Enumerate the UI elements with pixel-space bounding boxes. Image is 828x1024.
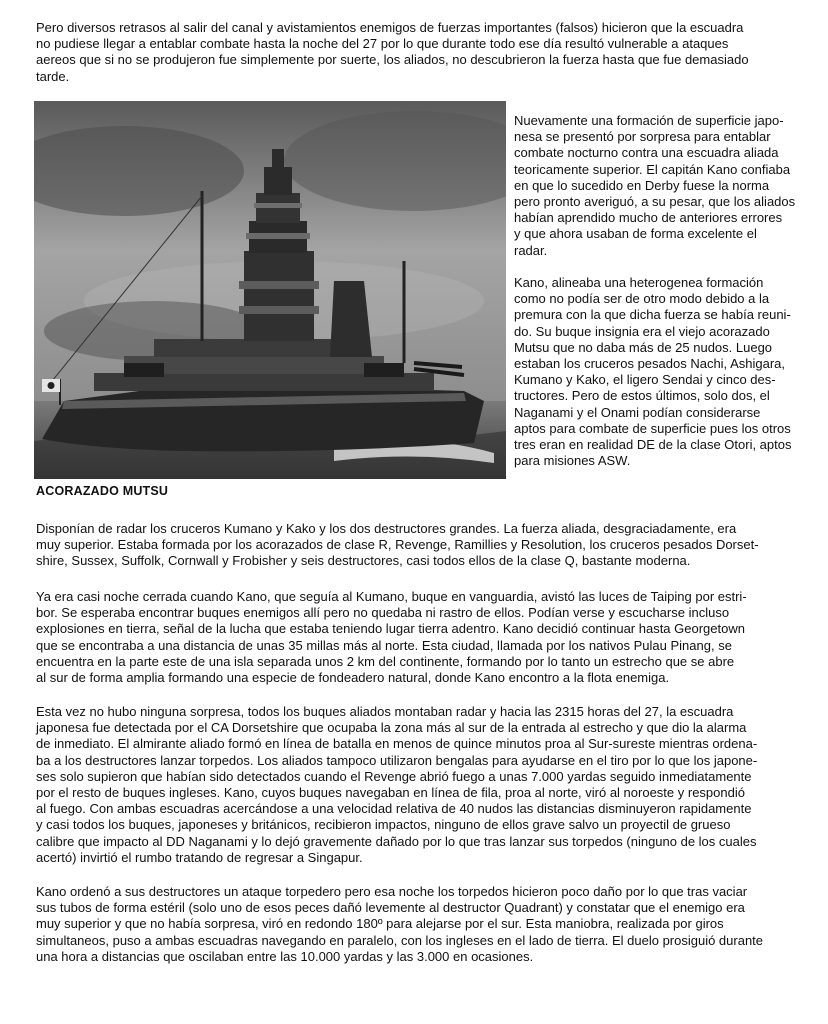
right-column-paragraph: Kano, alineaba una heterogenea formación como no podía ser de otro modo debido a la premura con la que dicha fuerza se había reuni- do. Su buque insignia era el viejo acorazado Mutsu que no daba más de 25 nudos. Luego estaban los cruceros pesados Nachi, Ashigara, Kumano y Kako, el ligero Sendai y cinco des- tructores. Pero de estos últimos, solo dos, el Naganami y el Onami podían considerarse aptos para combate de superficie pues los otros tres eran en realidad DE de la clase Otori, aptos para misiones ASW. (514, 275, 792, 469)
right-column-paragraph: Nuevamente una formación de superficie japo- nesa se presentó por sorpresa para entablar combate nocturno contra una escuadra aliada teoricamente superior. El capitán Kano confiaba en que lo sucedido en Derby fuese la norma pero pronto averiguó, a su pesar, que los aliados habían aprendido mucho de anteriores errores y que ahora usaban de forma excelente el radar. (514, 113, 796, 258)
body-paragraph: Esta vez no hubo ninguna sorpresa, todos los buques aliados montaban radar y hacia las 2315 horas del 27, la escuadra japonesa fue detectada por el CA Dorsetshire que ocupaba la zona más al sur de la entrada al estrecho y que dio la alarma de inmediato. El almirante aliado formó en línea de batalla en menos de quince minutos proa al Sur-sureste mientras ordena- ba a los destructores lanzar torpedos. Los aliados tampoco utilizaron bengalas para ayudarse en el tiro por lo que los japone- ses solo supieron que habían sido detectados cuando el Revenge abrió fuego a unas 7.000 yardas seguido inmediatamente por el resto de buques ingleses. Kano, cuyos buques navegaban en línea de fila, proa al norte, viró al noroeste y respondió al fuego. Con ambas escuadras acercándose a una velocidad relativa de 40 nudos las distancias disminuyeron rapidamente y casi todos los buques, japoneses y británicos, recibieron impactos, ninguno de ellos grave salvo un proyectil de grueso calibre que impacto al DD Naganami y lo dejó gravemente dañado por lo que tras lanzar sus torpedos (ninguno de los cuales acertó) invirtió el rumbo tratando de regresar a Singapur. (36, 704, 758, 865)
body-paragraph: Disponían de radar los cruceros Kumano y Kako y los dos destructores grandes. La fuerza aliada, desgraciadamente, era muy superior. Estaba formada por los acorazados de clase R, Revenge, Ramillies y Resolution, los cruceros pesados Dorset- shire, Sussex, Suffolk, Cornwall y Frobisher y seis destructores, casi todos ellos de la clase Q, bastante moderna. (36, 521, 759, 569)
battleship-photo-icon (34, 101, 506, 479)
photo-caption: ACORAZADO MUTSU (36, 484, 169, 498)
intro-paragraph: Pero diversos retrasos al salir del canal y avistamientos enemigos de fuerzas importantes (falsos) hicieron que la escuadra no pudiese llegar a entablar combate hasta la noche del 27 por lo que durante todo ese día resultó vulnerable a ataques aereos que si no se produjeron fue simplemente por suerte, los aliados, no descubrieron la fuerza hasta que fue demasiado tarde. (36, 20, 749, 84)
battleship-photo (34, 101, 506, 479)
body-paragraph: Ya era casi noche cerrada cuando Kano, que seguía al Kumano, buque en vanguardia, avistó las luces de Taiping por estri- bor. Se esperaba encontrar buques enemigos allí pero no quedaba ni rastro de ellos. Podían verse y escucharse incluso explosiones en tierra, señal de la lucha que estaba teniendo lugar tierra adentro. Kano decidió continuar hasta Georgetown que se encontraba a una distancia de unas 35 millas más al norte. Esta ciudad, llamada por los nativos Pulau Pinang, se encuentra en la parte este de una isla separada unos 2 km del continente, formando por lo tanto un estrecho que se abre al sur de forma amplia formando una especie de fondeadero natural, donde Kano encontro a la flota enemiga. (36, 589, 747, 686)
body-paragraph: Kano ordenó a sus destructores un ataque torpedero pero esa noche los torpedos hicieron poco daño por lo que tras vaciar sus tubos de forma estéril (solo uno de esos peces dañó levemente al destructor Quadrant) y constatar que el enemigo era muy superior y que no había sorpresa, viró en redondo 180º para alejarse por el sur. Esta maniobra, realizada por giros simultaneos, puso a ambas escuadras navegando en paralelo, con los ingleses en el lado de tierra. El duelo prosiguió durante una hora a distancias que oscilaban entre las 10.000 yardas y las 3.000 en ocasiones. (36, 884, 764, 964)
